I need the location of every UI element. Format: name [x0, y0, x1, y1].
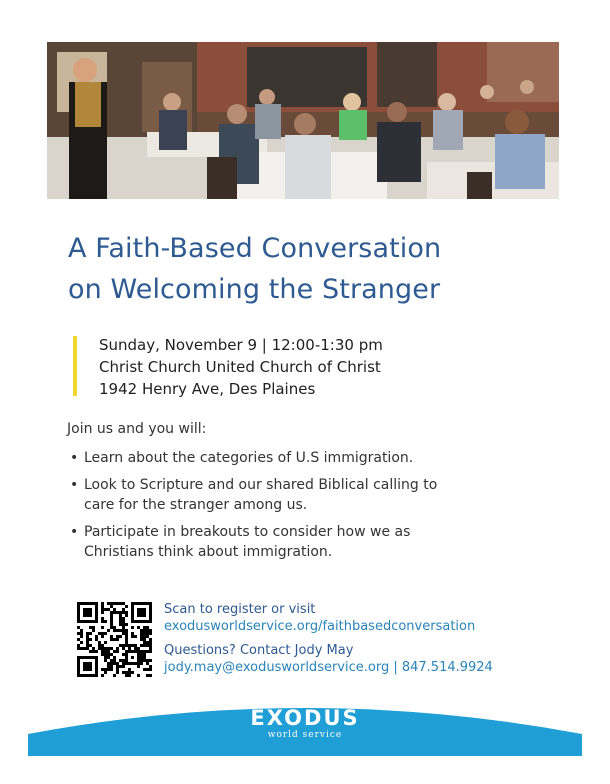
bullet-list	[67, 448, 467, 569]
event-datetime: Sunday, November 9 | 12:00-1:30 pm	[99, 336, 383, 354]
scan-label: Scan to register or visit	[164, 602, 316, 617]
bullet-dot-icon: •	[70, 524, 79, 540]
title-line-2: on Welcoming the Stranger	[68, 274, 441, 305]
bullet-text-line: Participate in breakouts to consider how we as	[84, 524, 411, 540]
questions-label: Questions? Contact Jody May	[164, 643, 354, 658]
bullet-text-line: care for the stranger among us.	[84, 497, 308, 513]
list-item	[67, 475, 467, 515]
header-photo	[47, 42, 559, 199]
qr-code-icon[interactable]	[77, 602, 152, 677]
bullet-text-line: Look to Scripture and our shared Biblical calling to	[84, 477, 438, 493]
page-title	[68, 228, 548, 310]
event-venue: Christ Church United Church of Christ	[99, 358, 381, 376]
intro-text: Join us and you will:	[67, 421, 207, 437]
exodus-logo	[0, 706, 610, 741]
event-address: 1942 Henry Ave, Des Plaines	[99, 380, 316, 398]
contact-block	[164, 601, 494, 676]
event-details	[99, 334, 519, 400]
list-item	[67, 448, 467, 468]
registration-link[interactable]: exodusworldservice.org/faithbasedconversation	[164, 619, 476, 634]
list-item	[67, 522, 467, 562]
bullet-dot-icon: •	[70, 477, 79, 493]
bullet-text-line: Learn about the categories of U.S immigration.	[84, 450, 414, 466]
title-line-1: A Faith-Based Conversation	[68, 233, 442, 264]
logo-main-text: EXODUS	[250, 706, 360, 730]
logo-sub-text: world service	[267, 730, 343, 740]
bullet-text-line: Christians think about immigration.	[84, 544, 333, 560]
bullet-dot-icon: •	[70, 450, 79, 466]
email-phone-link[interactable]: jody.may@exodusworldservice.org | 847.514.9924	[164, 660, 493, 675]
accent-bar	[73, 336, 77, 396]
